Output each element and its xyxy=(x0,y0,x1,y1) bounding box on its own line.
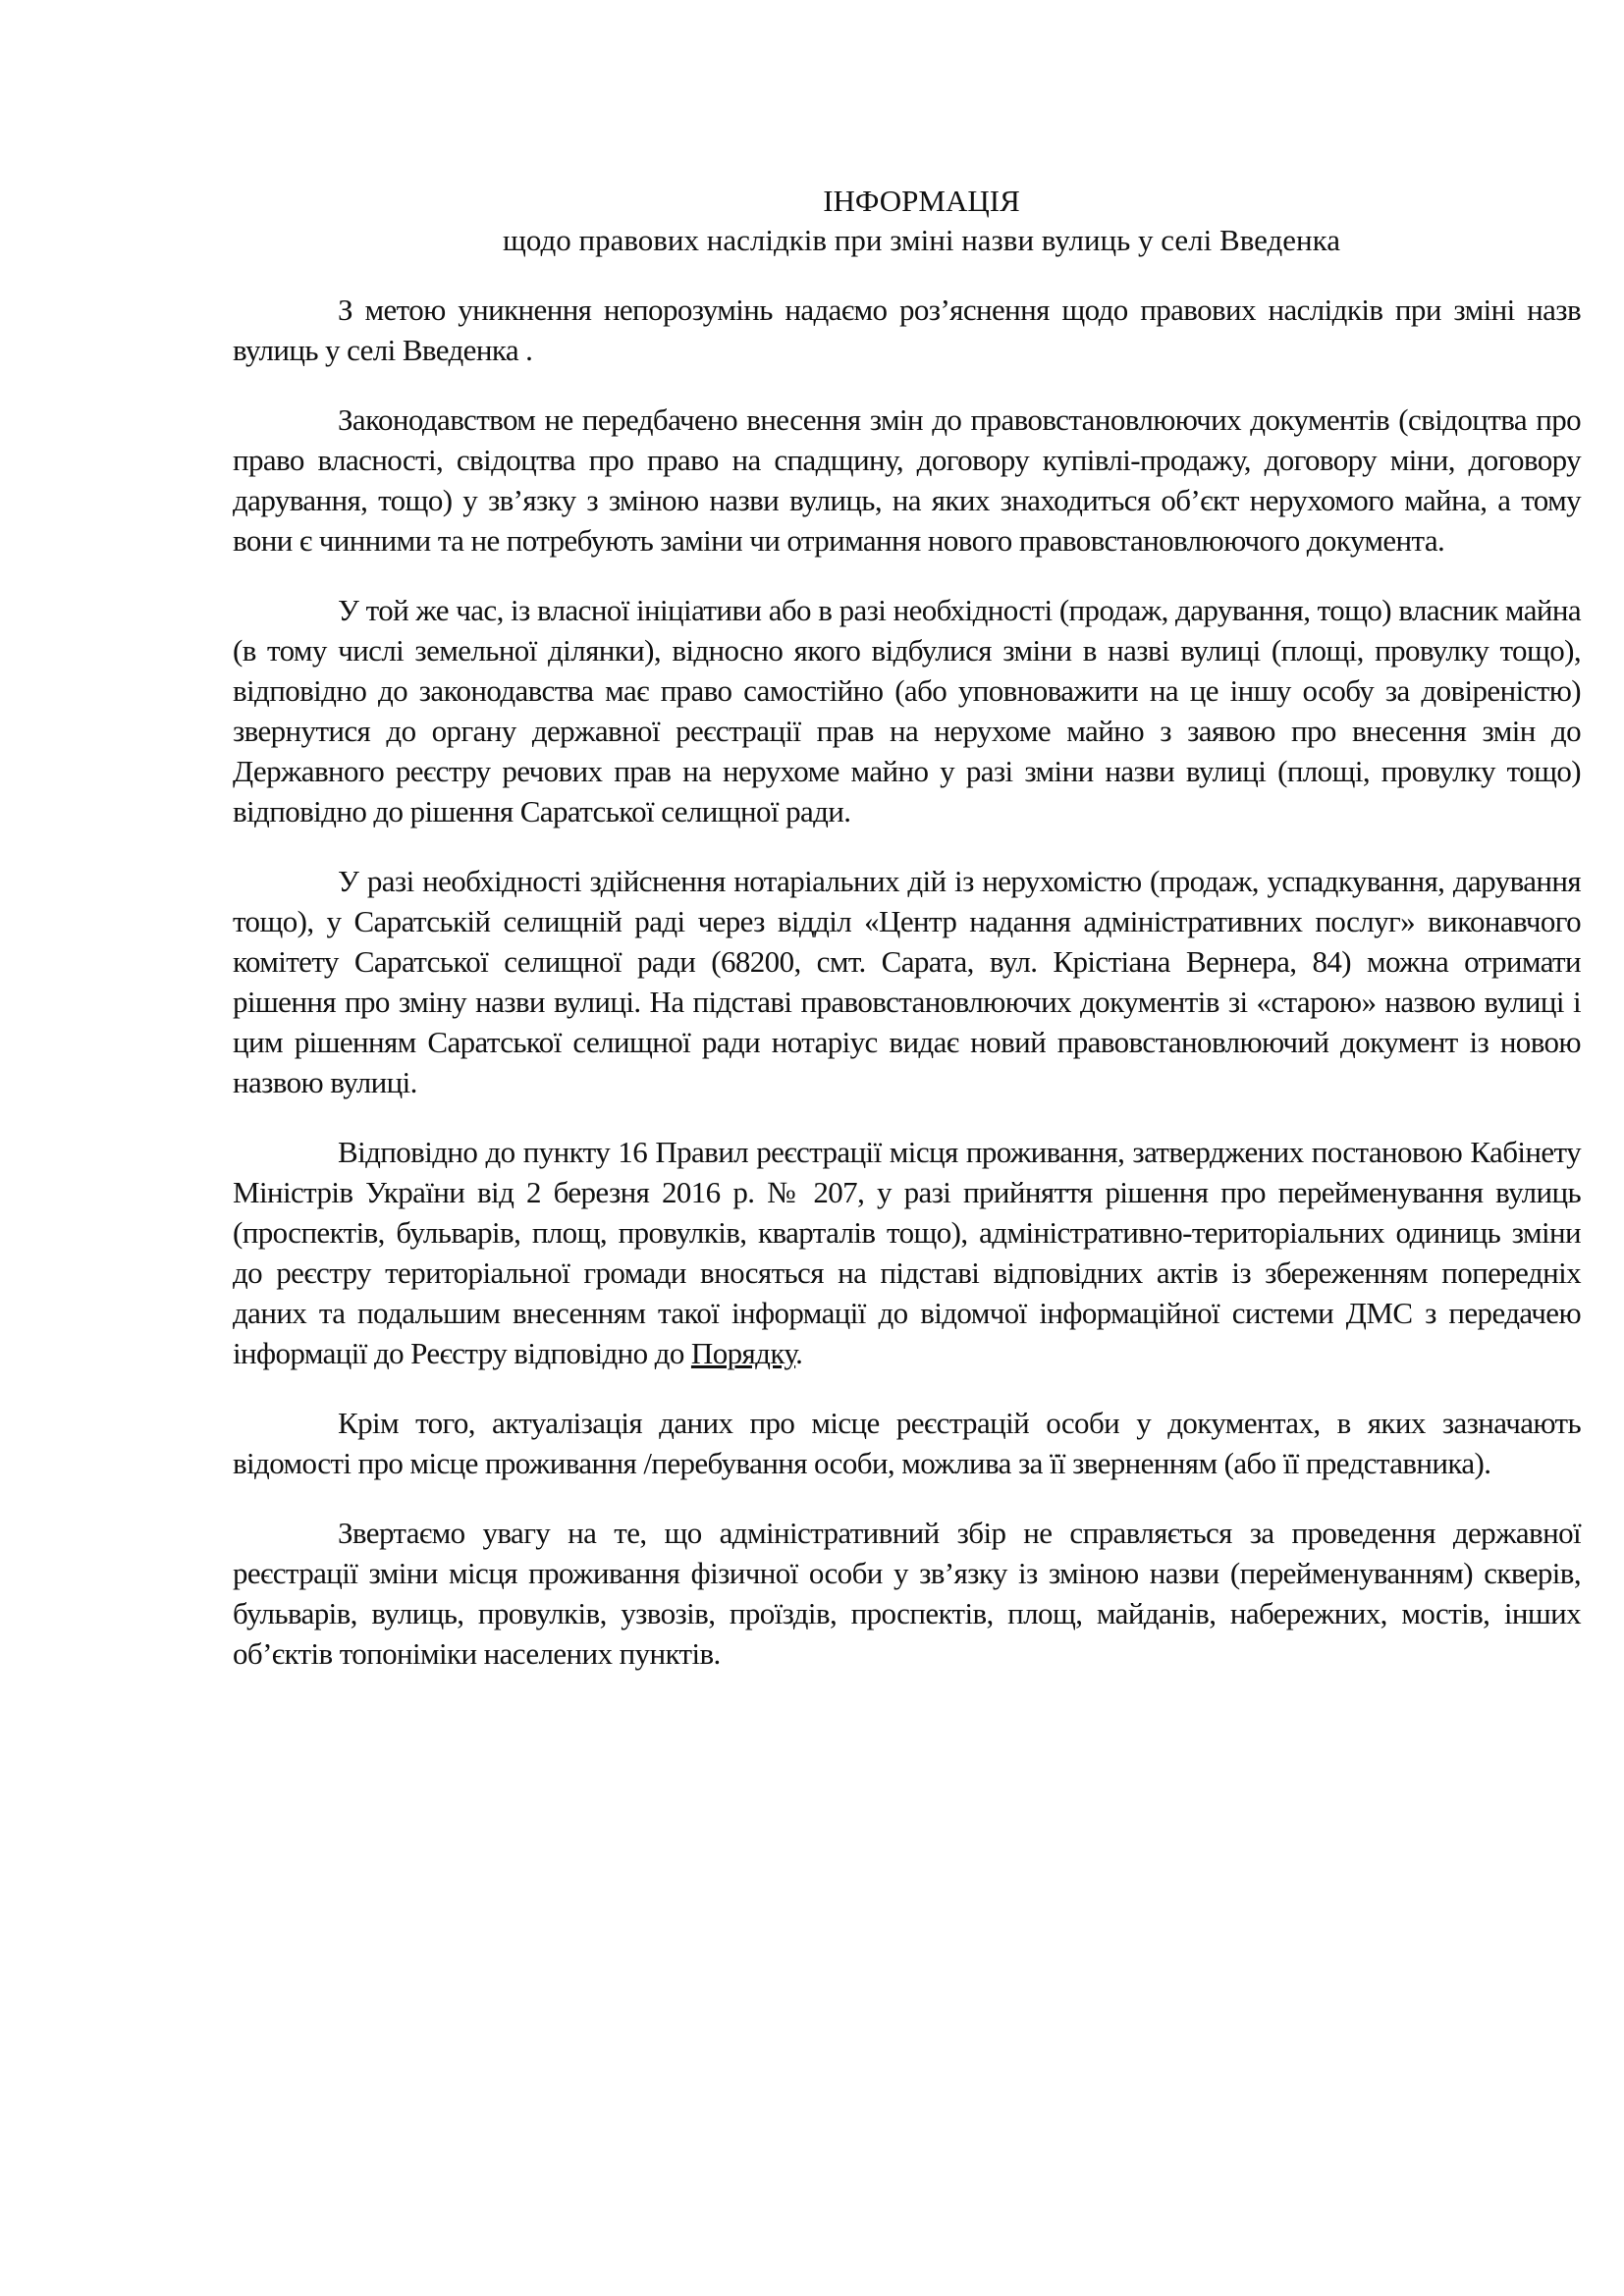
paragraph-purpose: З метою уникнення непорозумінь надаємо роз’яснення щодо правових наслідків при зміні назв вулиць у селі Введенка . xyxy=(233,293,1581,367)
registration-rules-end: . xyxy=(795,1336,803,1370)
paragraph-registration-rules xyxy=(233,1132,1581,1373)
paragraph-legislation: Законодавством не передбачено внесення змін до правовстановлюючих документів (свідоцтва про право власності, свідоцтва про право на спадщину, договору купівлі-продажу, договору міни, договору дарування, тощо) у зв’язку з зміною назви вулиць, на яких знаходиться об’єкт нерухомого майна, а тому вони є чинними та не потребують заміни чи отримання нового правовстановлюючого документа. xyxy=(233,402,1581,558)
procedure-link[interactable]: Порядку xyxy=(690,1336,796,1370)
document-subtitle: щодо правових наслідків при зміні назви вулиць у селі Введенка xyxy=(503,223,1340,257)
paragraph-admin-fee: Звертаємо увагу на те, що адміністративний збір не справляється за проведення державної реєстрації зміни місця проживання фізичної особи у зв’язку із зміною назви (перейменуванням) скверів, бульварів, вулиць, провулків, узвозів, проїздів, проспектів, площ, майданів, набережних, мостів, інших об’єктів топоніміки населених пунктів. xyxy=(233,1516,1581,1671)
registration-rules-text: Відповідно до пункту 16 Правил реєстрації місця проживання, затверджених постановою Кабінету Міністрів України від 2 березня 2016 р. № 207, у разі прийняття рішення про перейменування вулиць (проспектів, бульварів, площ, провулків, кварталів тощо), адміністративно-територіальних одиниць зміни до реєстру територіальної громади вносяться на підставі відповідних актів із збереженням попередніх даних та подальшим внесенням такої інформації до відомчої інформаційної системи ДМС з передачею інформації до Реєстру відповідно до xyxy=(233,1135,1581,1370)
paragraph-owner-initiative: У той же час, із власної ініціативи або в разі необхідності (продаж, дарування, тощо) власник майна (в тому числі земельної ділянки), відносно якого відбулися зміни в назві вулиці (площі, провулку тощо), відповідно до законодавства має право самостійно (або уповноважити на це іншу особу за довіреністю) звернутися до органу державної реєстрації прав на нерухоме майно з заявою про внесення змін до Державного реєстру речових прав на нерухоме майно у разі зміни назви вулиці (площі, провулку тощо) відповідно до рішення Саратської селищної ради. xyxy=(233,593,1581,828)
paragraph-notarial-actions: У разі необхідності здійснення нотаріальних дій із нерухомістю (продаж, успадкування, дарування тощо), у Саратській селищній раді через відділ «Центр надання адміністративних послуг» виконавчого комітету Саратської селищної ради (68200, смт. Сарата, вул. Крістіана Вернера, 84) можна отримати рішення про зміну назви вулиці. На підставі правовстановлюючих документів зі «старою» назвою вулиці і цим рішенням Саратської селищної ради нотаріус видає новий правовстановлюючий документ із новою назвою вулиці. xyxy=(233,864,1581,1099)
paragraph-data-update: Крім того, актуалізація даних про місце реєстрацій особи у документах, в яких зазначають відомості про місце проживання /перебування особи, можлива за її зверненням (або її представника). xyxy=(233,1406,1581,1480)
document-page xyxy=(233,182,1581,1703)
document-title: ІНФОРМАЦІЯ xyxy=(823,184,1020,218)
